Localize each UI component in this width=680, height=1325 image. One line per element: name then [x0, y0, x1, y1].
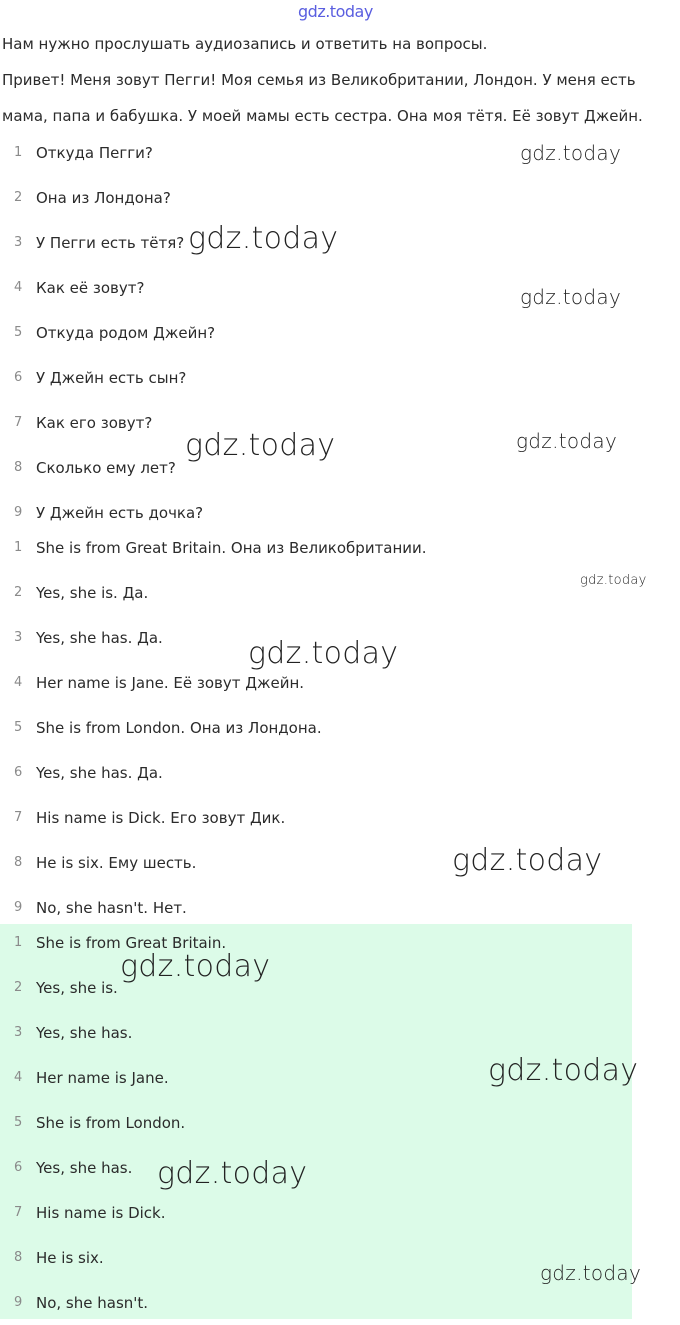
item-number: 8	[14, 1250, 23, 1265]
item-number: 8	[14, 855, 23, 870]
item-number: 2	[14, 585, 23, 600]
item-text: Сколько ему лет?	[36, 458, 176, 477]
item-number: 9	[14, 900, 23, 915]
item-number: 9	[14, 1295, 23, 1310]
item-number: 5	[14, 720, 23, 735]
list-item	[0, 920, 680, 965]
item-text: Yes, she is.	[36, 978, 118, 997]
list-item	[0, 355, 680, 400]
item-text: Yes, she has.	[36, 1023, 133, 1042]
item-text: У Джейн есть дочка?	[36, 503, 204, 522]
site-title[interactable]: gdz.today	[298, 2, 373, 21]
watermark: gdz.today	[580, 573, 647, 588]
item-text: She is from Great Britain. Она из Великобритании.	[36, 538, 427, 557]
item-number: 7	[14, 810, 23, 825]
item-text: Как её зовут?	[36, 278, 145, 297]
list-item	[0, 1010, 680, 1055]
watermark: gdz.today	[157, 1156, 308, 1191]
watermark: gdz.today	[185, 428, 336, 463]
item-number: 8	[14, 460, 23, 475]
item-number: 1	[14, 540, 23, 555]
item-text: His name is Dick. Его зовут Дик.	[36, 808, 286, 827]
item-number: 3	[14, 235, 23, 250]
item-text: Yes, she has. Да.	[36, 763, 163, 782]
watermark: gdz.today	[516, 429, 618, 453]
item-text: She is from London.	[36, 1113, 186, 1132]
watermark: gdz.today	[188, 221, 339, 256]
list-item	[0, 1145, 680, 1190]
list-item	[0, 965, 680, 1010]
item-text: Откуда Пегги?	[36, 143, 153, 162]
list-item	[0, 570, 680, 615]
item-text: Yes, she is. Да.	[36, 583, 149, 602]
watermark: gdz.today	[520, 141, 622, 165]
item-number: 6	[14, 765, 23, 780]
item-text: No, she hasn't. Нет.	[36, 898, 187, 917]
watermark: gdz.today	[520, 285, 622, 309]
item-text: He is six.	[36, 1248, 104, 1267]
list-item	[0, 750, 680, 795]
item-number: 7	[14, 1205, 23, 1220]
list-item	[0, 220, 680, 265]
item-text: Как его зовут?	[36, 413, 153, 432]
item-number: 6	[14, 370, 23, 385]
item-text: Her name is Jane.	[36, 1068, 169, 1087]
item-number: 1	[14, 145, 23, 160]
list-item	[0, 1100, 680, 1145]
item-number: 4	[14, 280, 23, 295]
item-number: 4	[14, 1070, 23, 1085]
item-number: 4	[14, 675, 23, 690]
item-number: 2	[14, 190, 23, 205]
item-number: 7	[14, 415, 23, 430]
item-text: She is from London. Она из Лондона.	[36, 718, 322, 737]
task-text: Нам нужно прослушать аудиозапись и ответить на вопросы.	[2, 35, 488, 53]
list-item	[0, 175, 680, 220]
item-text: У Пегги есть тётя?	[36, 233, 185, 252]
list-item	[0, 1280, 680, 1325]
item-text: No, she hasn't.	[36, 1293, 149, 1312]
item-text: Yes, she has.	[36, 1158, 133, 1177]
item-number: 6	[14, 1160, 23, 1175]
item-number: 2	[14, 980, 23, 995]
watermark: gdz.today	[488, 1053, 639, 1088]
item-text: He is six. Ему шесть.	[36, 853, 197, 872]
item-text: Откуда родом Джейн?	[36, 323, 216, 342]
item-text: Her name is Jane. Её зовут Джейн.	[36, 673, 305, 692]
item-number: 1	[14, 935, 23, 950]
list-item	[0, 705, 680, 750]
item-text: У Джейн есть сын?	[36, 368, 187, 387]
item-number: 9	[14, 505, 23, 520]
list-item	[0, 310, 680, 355]
story-line-1: Привет! Меня зовут Пегги! Моя семья из Великобритании, Лондон. У меня есть	[2, 71, 636, 89]
list-item	[0, 795, 680, 840]
item-text: Yes, she has. Да.	[36, 628, 163, 647]
watermark: gdz.today	[120, 949, 271, 984]
watermark: gdz.today	[452, 843, 603, 878]
item-text: Она из Лондона?	[36, 188, 171, 207]
item-number: 5	[14, 325, 23, 340]
item-number: 3	[14, 1025, 23, 1040]
watermark: gdz.today	[248, 636, 399, 671]
item-number: 3	[14, 630, 23, 645]
item-text: His name is Dick.	[36, 1203, 166, 1222]
list-item	[0, 525, 680, 570]
story-line-2: мама, папа и бабушка. У моей мамы есть сестра. Она моя тётя. Её зовут Джейн.	[2, 107, 643, 125]
watermark: gdz.today	[540, 1261, 642, 1285]
item-text: She is from Great Britain.	[36, 933, 227, 952]
item-number: 5	[14, 1115, 23, 1130]
list-item	[0, 1190, 680, 1235]
